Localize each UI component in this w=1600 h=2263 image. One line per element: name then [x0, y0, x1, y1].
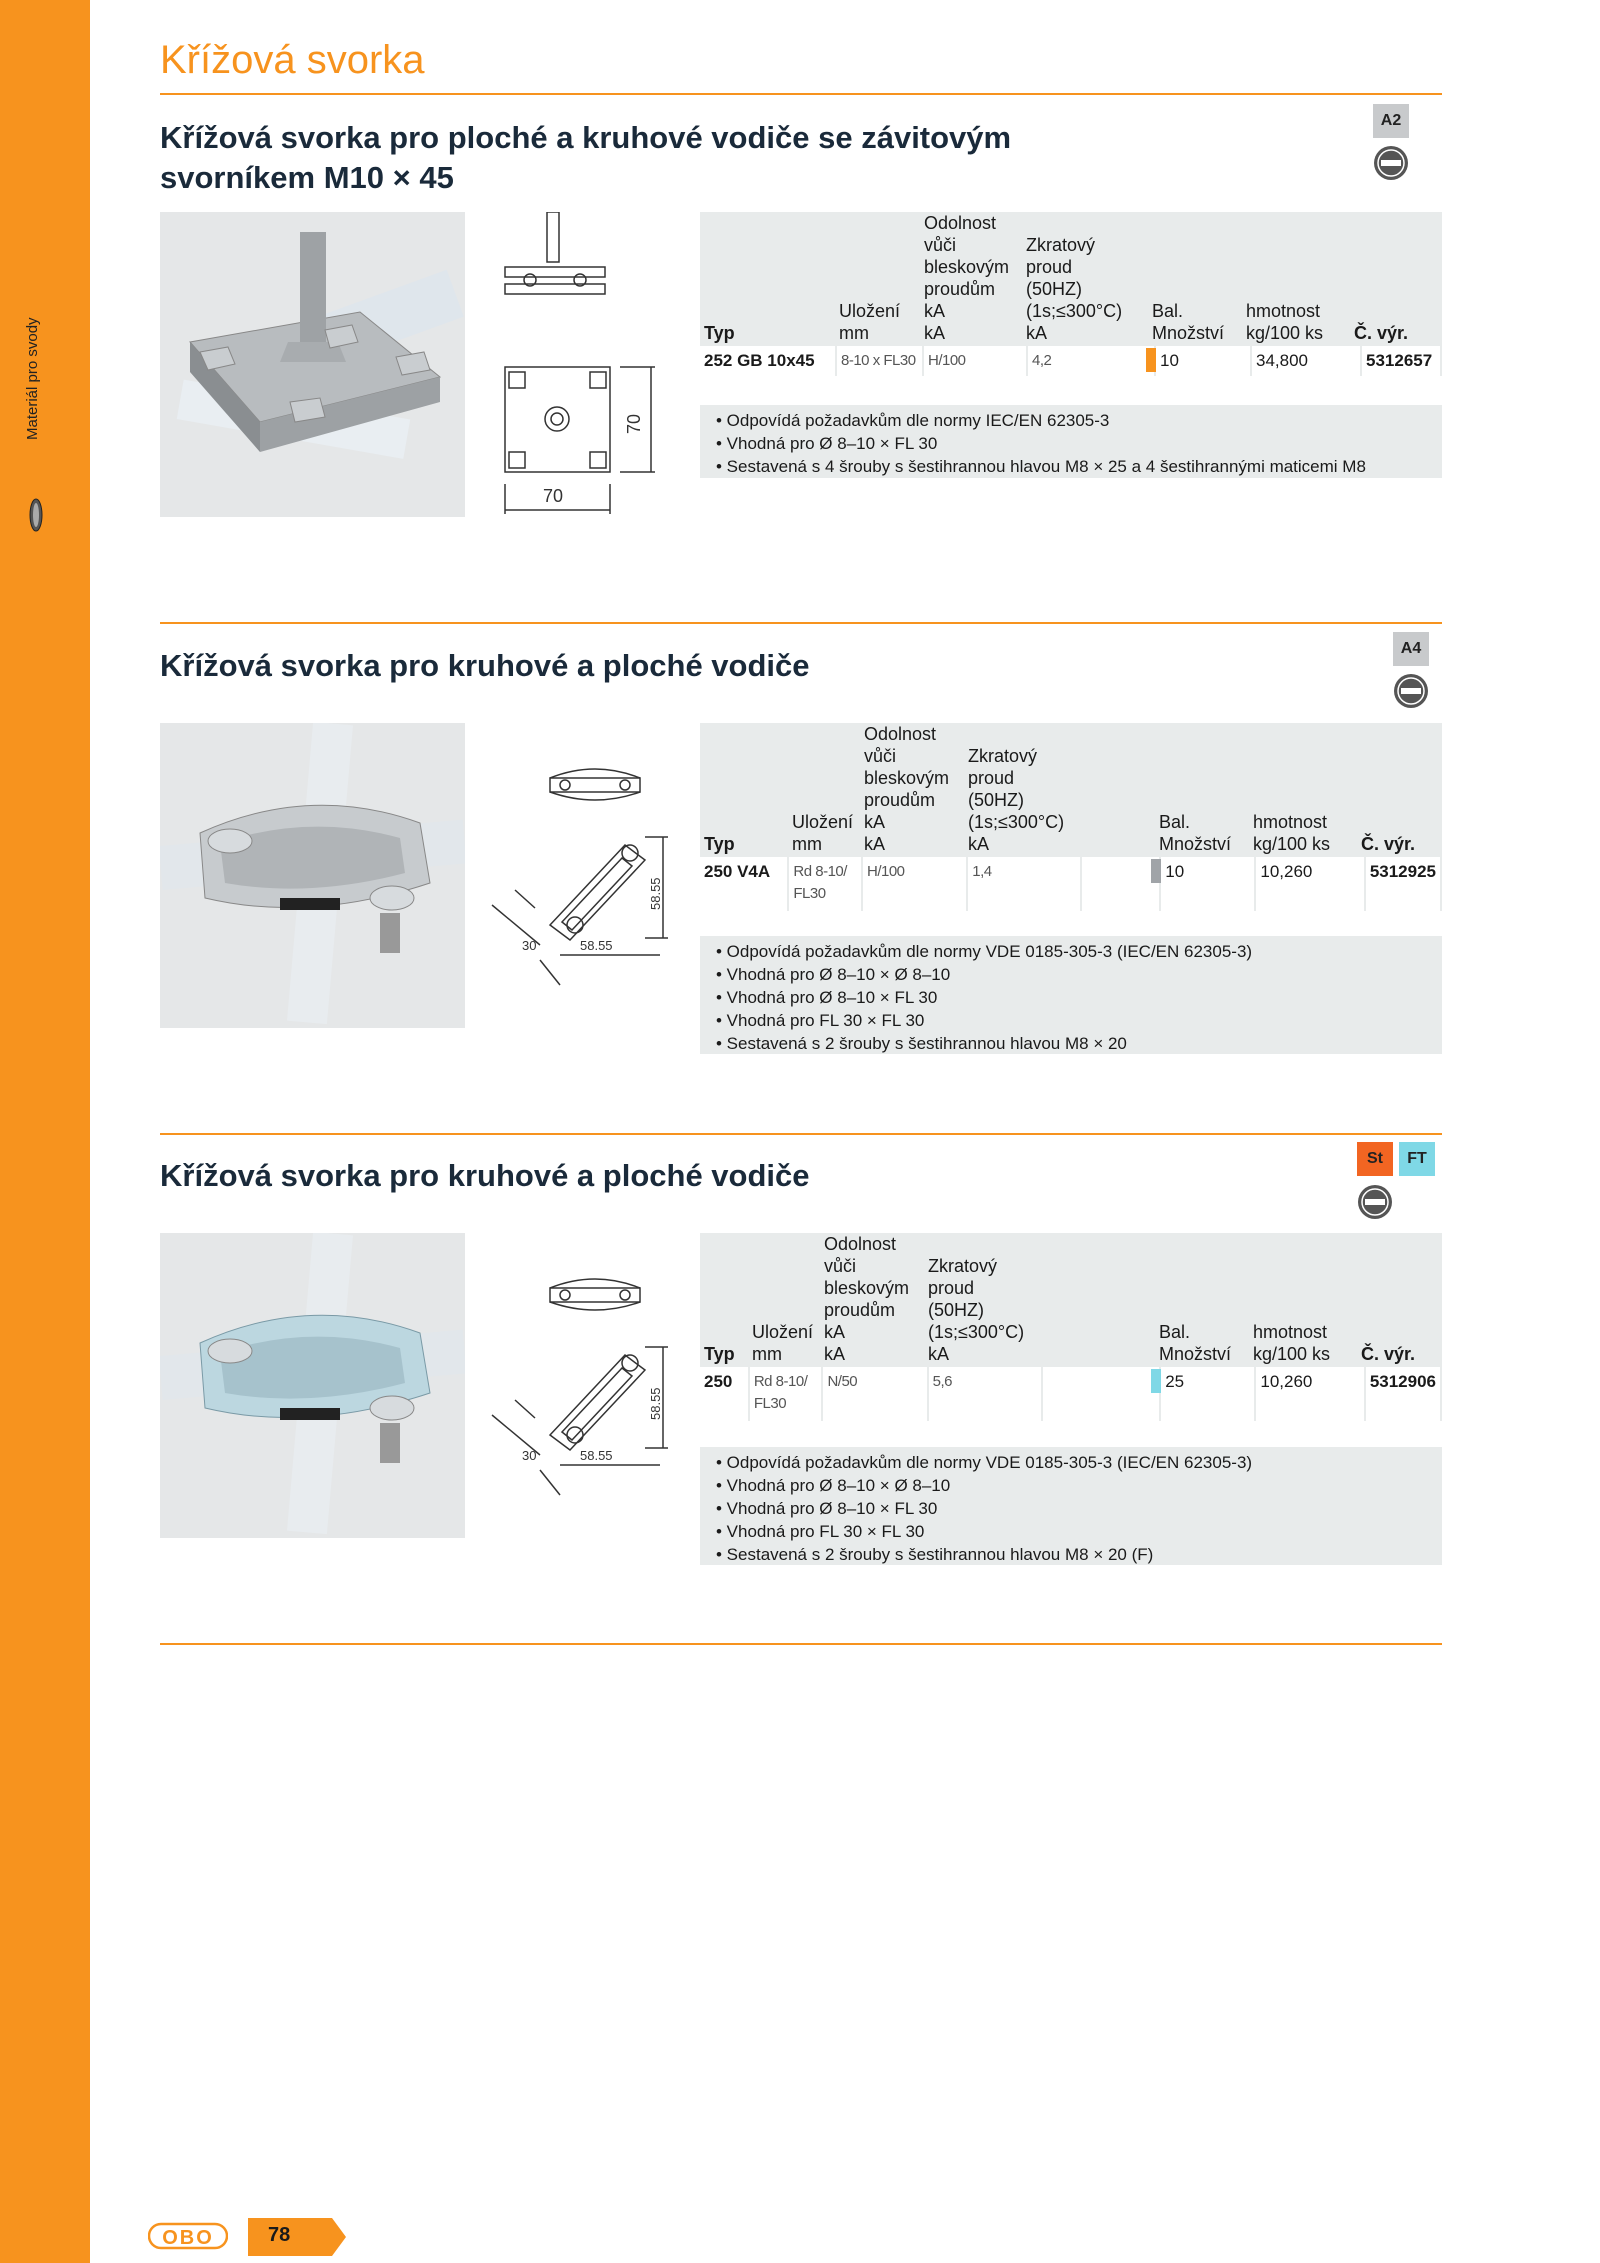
cell-odolnost: N/50 — [822, 1367, 927, 1421]
note-item: • Vhodná pro Ø 8–10 × FL 30 — [716, 1499, 938, 1518]
header-typ: Typ — [704, 834, 735, 854]
cell-bal: 10 — [1155, 346, 1251, 376]
cell-ulozeni: Rd 8-10/ FL30 — [749, 1367, 823, 1421]
header-hmotnost: hmotnost kg/100 ks — [1253, 812, 1331, 854]
obo-logo — [148, 2221, 228, 2251]
note-item: • Vhodná pro Ø 8–10 × FL 30 — [716, 988, 938, 1007]
section-title: Křížová svorka pro kruhové a ploché vodiče — [160, 1158, 810, 1193]
header-ulozeni: Uložení mm — [792, 812, 854, 854]
table-row — [700, 346, 1441, 376]
dimension-a: 30 — [522, 1448, 537, 1463]
spec-table — [700, 212, 1442, 376]
cell-hmotnost: 34,800 — [1251, 346, 1361, 376]
section-title-line: svorníkem M10 × 45 — [160, 160, 454, 195]
header-cvyr: Č. výr. — [1354, 323, 1409, 343]
cell-cvyr: 5312925 — [1365, 857, 1441, 911]
header-bal: Bal. Množství — [1159, 812, 1232, 854]
cell-cvyr: 5312657 — [1361, 346, 1441, 376]
tested-icon — [1373, 145, 1409, 181]
cell-zkrat: 4,2 — [1027, 346, 1155, 376]
header-zkratovy: Zkratový proud (50HZ) (1s;≤300°C) kA — [968, 746, 1065, 854]
note-item: • Vhodná pro Ø 8–10 × Ø 8–10 — [716, 1476, 951, 1495]
header-cvyr: Č. výr. — [1361, 1344, 1416, 1364]
note-item: • Odpovídá požadavkům dle normy VDE 0185-305-3 (IEC/EN 62305-3) — [716, 942, 1253, 961]
material-marker — [1151, 859, 1161, 883]
svg-text:OBO: OBO — [162, 2227, 214, 2249]
header-odolnost: Odolnost vůči bleskovým proudům kA kA — [924, 213, 1010, 343]
section-divider — [160, 93, 1442, 95]
notes-list — [700, 405, 1442, 478]
section-divider — [160, 622, 1442, 624]
dimension-width: 70 — [543, 486, 564, 506]
clamp-icon — [26, 495, 46, 535]
header-zkratovy: Zkratový proud (50HZ) (1s;≤300°C) kA — [1026, 235, 1123, 343]
material-badge-ft: FT — [1399, 1142, 1435, 1176]
material-marker-cell — [1081, 857, 1160, 911]
header-ulozeni: Uložení mm — [839, 301, 901, 343]
header-bal: Bal. Množství — [1152, 301, 1225, 343]
technical-drawing — [495, 212, 675, 522]
technical-drawing — [480, 1260, 680, 1505]
cell-hmotnost: 10,260 — [1255, 1367, 1364, 1421]
table-row — [700, 1367, 1441, 1421]
cell-typ: 250 V4A — [700, 857, 788, 911]
cell-ulozeni: Rd 8-10/ FL30 — [788, 857, 862, 911]
section-title: Křížová svorka pro kruhové a ploché vodiče — [160, 648, 810, 683]
sidebar-label: Materiál pro svody — [24, 317, 41, 440]
cell-typ: 252 GB 10x45 — [700, 346, 836, 376]
cell-zkrat: 5,6 — [928, 1367, 1042, 1421]
note-item: • Sestavená s 4 šrouby s šestihrannou hlavou M8 × 25 a 4 šestihrannými maticemi M8 — [716, 457, 1366, 476]
notes-list — [700, 936, 1442, 1054]
note-item: • Vhodná pro Ø 8–10 × FL 30 — [716, 434, 938, 453]
page-number-text: 78 — [268, 2224, 291, 2246]
material-marker — [1146, 348, 1156, 372]
dimension-b: 58.55 — [580, 938, 613, 953]
dimension-height: 70 — [624, 413, 644, 434]
cell-odolnost: H/100 — [862, 857, 967, 911]
note-item: • Vhodná pro Ø 8–10 × Ø 8–10 — [716, 965, 951, 984]
header-typ: Typ — [704, 1344, 735, 1364]
note-item: • Vhodná pro FL 30 × FL 30 — [716, 1011, 925, 1030]
table-row — [700, 857, 1441, 911]
material-marker — [1151, 1369, 1161, 1393]
cell-odolnost: H/100 — [923, 346, 1027, 376]
cell-cvyr: 5312906 — [1365, 1367, 1441, 1421]
sidebar-band — [0, 0, 90, 2263]
header-hmotnost: hmotnost kg/100 ks — [1253, 1322, 1331, 1364]
header-bal: Bal. Množství — [1159, 1322, 1232, 1364]
dimension-c: 58.55 — [648, 877, 663, 910]
section-title — [160, 118, 1160, 198]
cell-ulozeni: 8-10 x FL30 — [836, 346, 923, 376]
header-typ: Typ — [704, 323, 735, 343]
material-badge-st: St — [1357, 1142, 1393, 1176]
page-title: Křížová svorka — [160, 38, 425, 82]
section-divider — [160, 1643, 1442, 1645]
note-item: • Odpovídá požadavkům dle normy IEC/EN 62305-3 — [716, 411, 1110, 430]
note-item: • Sestavená s 2 šrouby s šestihrannou hlavou M8 × 20 (F) — [716, 1545, 1154, 1564]
dimension-a: 30 — [522, 938, 537, 953]
note-item: • Sestavená s 2 šrouby s šestihrannou hlavou M8 × 20 — [716, 1034, 1127, 1053]
material-badge: A2 — [1373, 104, 1409, 138]
note-item: • Vhodná pro FL 30 × FL 30 — [716, 1522, 925, 1541]
header-hmotnost: hmotnost kg/100 ks — [1246, 301, 1324, 343]
product-photo — [160, 212, 465, 517]
cell-bal: 10 — [1160, 857, 1255, 911]
tested-icon — [1357, 1184, 1393, 1220]
cell-bal: 25 — [1160, 1367, 1255, 1421]
cell-zkrat: 1,4 — [967, 857, 1081, 911]
section-title-line: Křížová svorka pro ploché a kruhové vodiče se závitovým — [160, 120, 1012, 155]
technical-drawing — [480, 750, 680, 995]
material-badge: A4 — [1393, 632, 1429, 666]
header-odolnost: Odolnost vůči bleskovým proudům kA kA — [864, 724, 950, 854]
cell-hmotnost: 10,260 — [1255, 857, 1364, 911]
material-marker-cell — [1042, 1367, 1161, 1421]
dimension-c: 58.55 — [648, 1387, 663, 1420]
product-photo — [160, 1233, 465, 1538]
spec-table — [700, 1233, 1442, 1421]
tested-icon — [1393, 673, 1429, 709]
header-zkratovy: Zkratový proud (50HZ) (1s;≤300°C) kA — [928, 1256, 1025, 1364]
section-divider — [160, 1133, 1442, 1135]
notes-list — [700, 1447, 1442, 1565]
note-item: • Odpovídá požadavkům dle normy VDE 0185-305-3 (IEC/EN 62305-3) — [716, 1453, 1253, 1472]
header-ulozeni: Uložení mm — [752, 1322, 814, 1364]
dimension-b: 58.55 — [580, 1448, 613, 1463]
header-cvyr: Č. výr. — [1361, 834, 1416, 854]
spec-table — [700, 723, 1442, 911]
cell-typ: 250 — [700, 1367, 749, 1421]
page-number — [248, 2218, 346, 2256]
product-photo — [160, 723, 465, 1028]
header-odolnost: Odolnost vůči bleskovým proudům kA kA — [824, 1234, 910, 1364]
